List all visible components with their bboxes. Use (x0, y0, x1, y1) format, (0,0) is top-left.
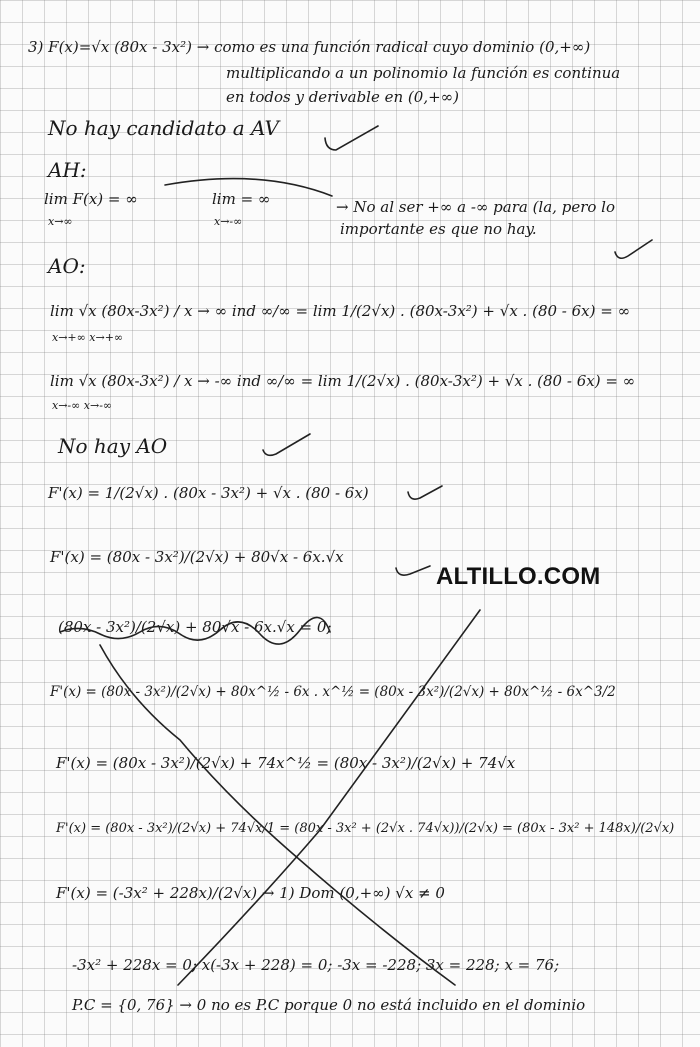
line-explanation: → No al ser +∞ a -∞ para (la, pero lo (336, 198, 615, 216)
derivative-common-denominator: F'(x) = (80x - 3x²)/(2√x) + 74√x/1 = (80x - 3x² + (2√x . 74√x))/(2√x) = (80x - 3x² + 148x)/(2√x) (56, 821, 675, 836)
limit-oblique-minus-sub: x→-∞ x→-∞ (52, 399, 113, 412)
crossed-out-equation: (80x - 3x²)/(2√x) + 80√x - 6x.√x = 0; (58, 618, 332, 636)
line-no-vertical-asymptote: No hay candidato a AV (48, 116, 279, 140)
label-oblique-asymptote: AO: (48, 254, 86, 278)
derivative-first: F'(x) = 1/(2√x) . (80x - 3x²) + √x . (80 - 6x) (48, 484, 369, 502)
limit-oblique-minus: lim √x (80x-3x²) / x → -∞ ind ∞/∞ = lim 1/(2√x) . (80x-3x²) + √x . (80 - 6x) = ∞ (50, 372, 636, 390)
watermark: ALTILLO.COM (436, 563, 601, 590)
derivative-second: F'(x) = (80x - 3x²)/(2√x) + 80√x - 6x.√x (50, 548, 344, 566)
derivative-expansion: F'(x) = (80x - 3x²)/(2√x) + 80x^½ - 6x . x^½ = (80x - 3x²)/(2√x) + 80x^½ - 6x^3/2 (50, 684, 616, 700)
checkmark-icon (408, 486, 442, 499)
limit-oblique-plus-sub: x→+∞ x→+∞ (52, 331, 124, 344)
critical-point-equation: -3x² + 228x = 0; x(-3x + 228) = 0; -3x = -228; 3x = 228; x = 76; (72, 956, 560, 974)
derivative-simplified: F'(x) = (80x - 3x²)/(2√x) + 74x^½ = (80x - 3x²)/(2√x) + 74√x (56, 754, 516, 772)
limit-sub-plus: x→∞ (48, 215, 73, 228)
line-derivable-note: en todos y derivable en (0,+∞) (226, 88, 459, 106)
checkmark-icon (263, 434, 310, 455)
label-horizontal-asymptote: AH: (48, 158, 87, 182)
line-continuity-note: multiplicando a un polinomio la función es continua (226, 64, 621, 82)
line-no-oblique-asymptote: No hay AO (58, 434, 168, 458)
line-function-definition: 3) F(x)=√x (80x - 3x²) → como es una función radical cuyo dominio (0,+∞) (28, 38, 591, 56)
checkmark-icon (396, 566, 430, 575)
limit-sub-minus: x→-∞ (214, 215, 243, 228)
line-explanation-cont: importante es que no hay. (340, 220, 537, 238)
derivative-final: F'(x) = (-3x² + 228x)/(2√x) → 1) Dom (0,+∞) √x ≠ 0 (56, 884, 445, 902)
checkmark-icon (615, 240, 652, 258)
limit-oblique-plus: lim √x (80x-3x²) / x → ∞ ind ∞/∞ = lim 1/(2√x) . (80x-3x²) + √x . (80 - 6x) = ∞ (50, 302, 631, 320)
cross-line-ascending (178, 610, 480, 985)
limit-plus-infinity: lim F(x) = ∞ (44, 190, 138, 208)
checkmark-icon (325, 126, 378, 150)
critical-points-conclusion: P.C = {0, 76} → 0 no es P.C porque 0 no está incluido en el dominio (72, 996, 586, 1014)
limit-minus-infinity: lim = ∞ (212, 190, 271, 208)
